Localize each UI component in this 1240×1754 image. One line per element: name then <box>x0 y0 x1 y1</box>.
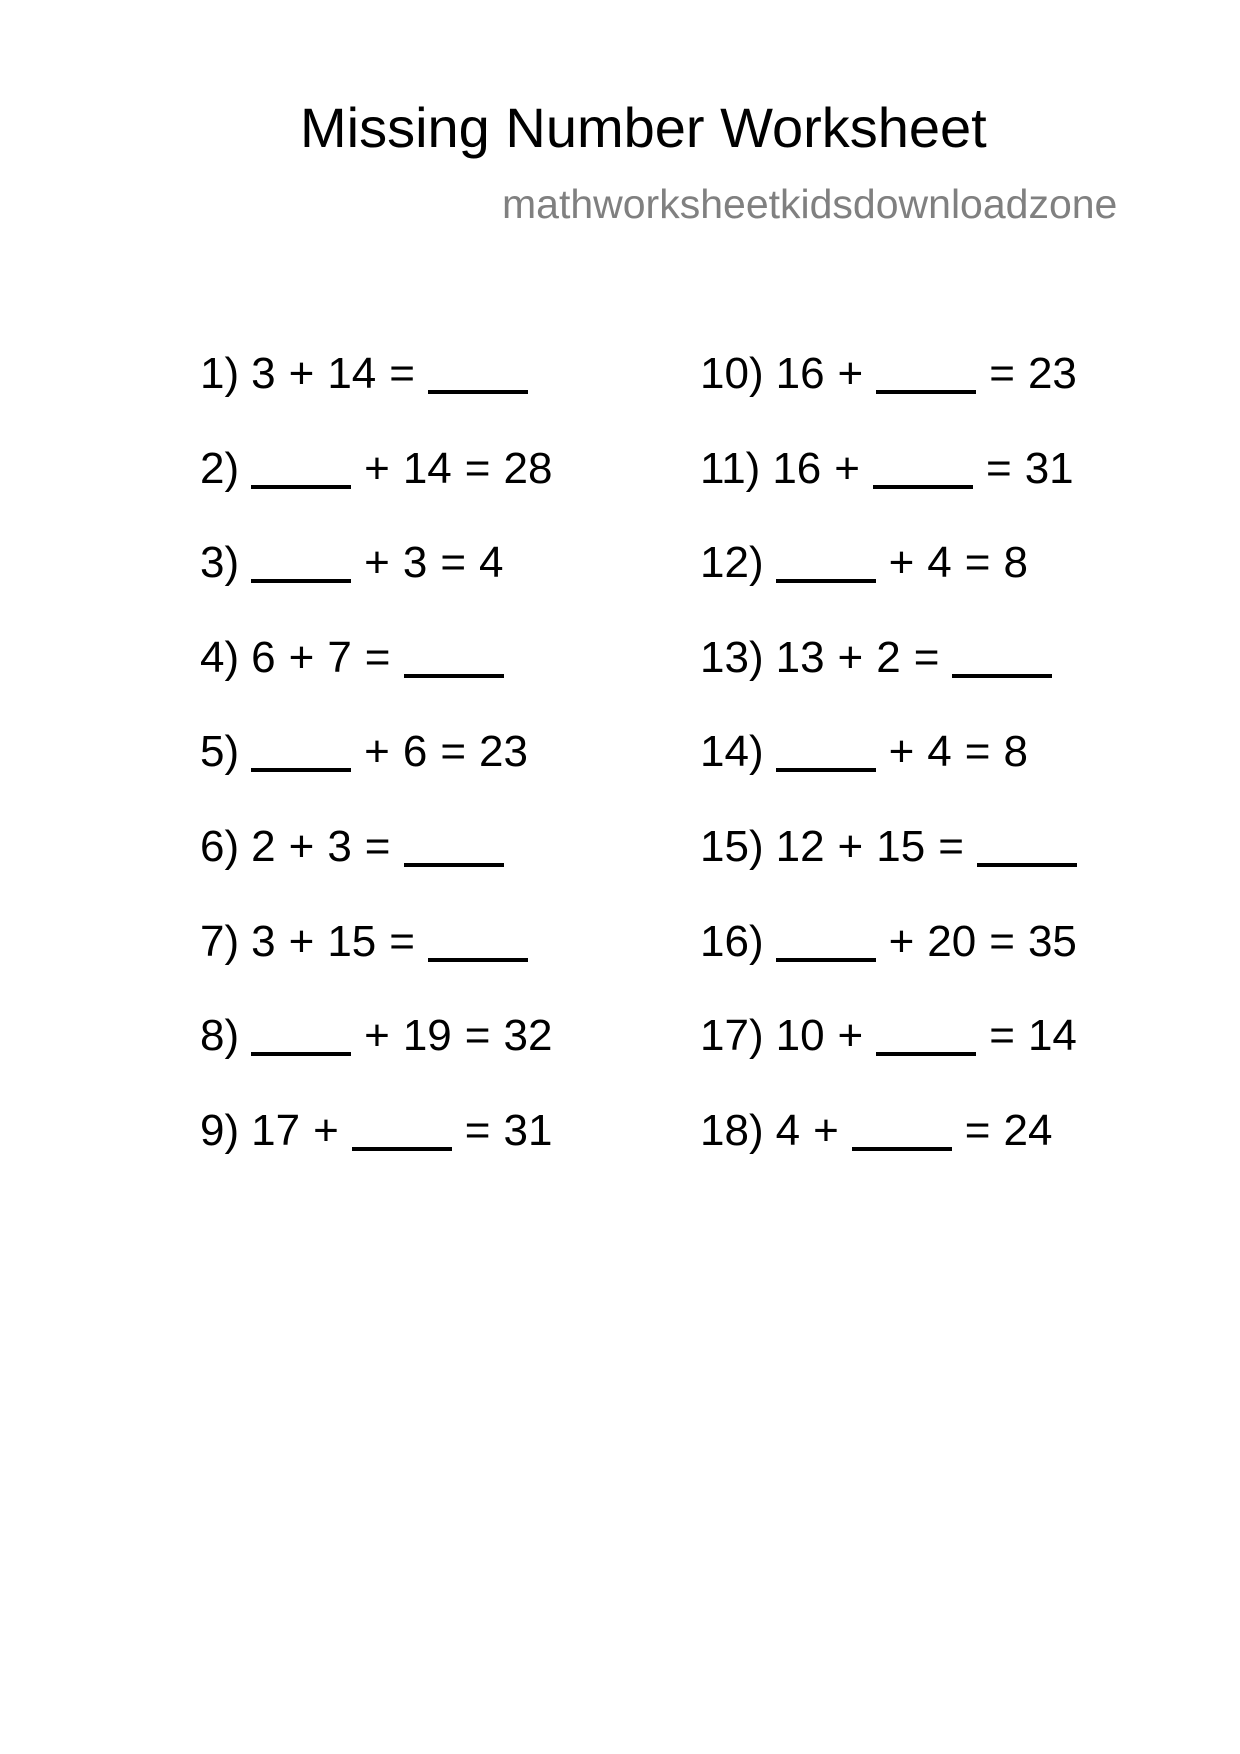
operand: 16 <box>772 443 822 493</box>
answer-blank[interactable] <box>404 674 504 678</box>
equals-sign: = <box>364 632 391 682</box>
operand: 14 <box>402 443 452 493</box>
answer-blank[interactable] <box>776 579 876 583</box>
plus-operator: + <box>888 916 915 966</box>
operand: 7 <box>327 632 352 682</box>
operand: 2 <box>251 822 276 871</box>
equals-sign: = <box>964 727 991 777</box>
operand: 15 <box>876 822 926 871</box>
plus-operator: + <box>888 727 915 777</box>
problem-number: 5) <box>200 727 240 777</box>
problem-number: 18) <box>700 1105 764 1155</box>
problem-item <box>200 443 552 495</box>
operand: 13 <box>775 632 825 682</box>
operand: 3 <box>251 349 276 398</box>
equals-sign: = <box>440 727 467 777</box>
operand: 4 <box>479 538 504 588</box>
answer-blank[interactable] <box>251 579 351 583</box>
operand: 23 <box>479 727 528 777</box>
problem-item <box>200 348 528 400</box>
answer-blank[interactable] <box>876 390 976 394</box>
equals-sign: = <box>989 1011 1015 1061</box>
problem-number: 3) <box>200 538 240 588</box>
problem-number: 15) <box>700 822 764 871</box>
problem-number: 6) <box>200 822 240 871</box>
equals-sign: = <box>464 443 491 493</box>
equals-sign: = <box>389 349 415 398</box>
problem-number: 11) <box>700 443 761 493</box>
problem-item <box>200 726 528 778</box>
problem-item <box>700 726 1028 778</box>
plus-operator: + <box>288 822 315 871</box>
operand: 4 <box>927 538 952 588</box>
answer-blank[interactable] <box>404 863 504 867</box>
operand: 14 <box>327 349 377 398</box>
problem-item <box>200 537 504 589</box>
answer-blank[interactable] <box>428 390 528 394</box>
plus-operator: + <box>364 538 390 588</box>
plus-operator: + <box>837 1011 864 1061</box>
plus-operator: + <box>288 632 315 682</box>
operand: 20 <box>927 916 977 966</box>
answer-blank[interactable] <box>776 958 876 962</box>
operand: 8 <box>1003 727 1028 777</box>
operand: 24 <box>1003 1105 1053 1155</box>
plus-operator: + <box>834 443 860 493</box>
problem-number: 7) <box>200 916 240 966</box>
plus-operator: + <box>288 349 315 398</box>
plus-operator: + <box>364 727 390 777</box>
equals-sign: = <box>964 1105 991 1155</box>
equals-sign: = <box>464 1011 491 1061</box>
problem-item <box>700 916 1077 968</box>
operand: 12 <box>775 822 825 871</box>
operand: 8 <box>1003 538 1028 588</box>
operand: 3 <box>327 822 352 871</box>
operand: 4 <box>775 1105 801 1155</box>
operand: 15 <box>327 916 377 966</box>
equals-sign: = <box>389 916 415 966</box>
answer-blank[interactable] <box>852 1147 952 1151</box>
plus-operator: + <box>364 1011 390 1061</box>
operand: 3 <box>402 538 428 588</box>
plus-operator: + <box>364 443 390 493</box>
problem-number: 17) <box>700 1011 764 1061</box>
problem-number: 2) <box>200 443 240 493</box>
problem-item <box>700 537 1028 589</box>
plus-operator: + <box>313 1105 339 1155</box>
plus-operator: + <box>837 822 864 871</box>
plus-operator: + <box>888 538 915 588</box>
problem-number: 1) <box>200 349 240 398</box>
plus-operator: + <box>813 1105 839 1155</box>
equals-sign: = <box>464 1105 491 1155</box>
equals-sign: = <box>989 349 1015 398</box>
problem-item <box>700 443 1074 495</box>
answer-blank[interactable] <box>876 1052 976 1056</box>
problem-number: 12) <box>700 538 764 588</box>
answer-blank[interactable] <box>952 674 1052 678</box>
problem-item <box>200 916 528 968</box>
plus-operator: + <box>288 916 315 966</box>
operand: 4 <box>927 727 952 777</box>
operand: 16 <box>775 349 825 398</box>
operand: 6 <box>251 632 276 682</box>
problem-item <box>700 1105 1052 1157</box>
problem-number: 13) <box>700 632 764 682</box>
problem-item <box>700 821 1077 873</box>
problem-item <box>700 632 1052 684</box>
operand: 14 <box>1027 1011 1077 1061</box>
answer-blank[interactable] <box>251 485 351 489</box>
problem-item <box>200 632 504 684</box>
problem-number: 10) <box>700 349 764 398</box>
problem-item <box>200 1105 552 1157</box>
equals-sign: = <box>938 822 964 871</box>
problem-item <box>200 821 504 873</box>
operand: 31 <box>503 1105 553 1155</box>
page-title: Missing Number Worksheet <box>300 96 987 159</box>
problem-item <box>200 1010 552 1062</box>
plus-operator: + <box>837 349 864 398</box>
problem-number: 16) <box>700 916 764 966</box>
operand: 2 <box>876 632 901 682</box>
answer-blank[interactable] <box>977 863 1077 867</box>
operand: 32 <box>503 1011 553 1061</box>
problem-item <box>700 1010 1077 1062</box>
operand: 31 <box>1024 443 1074 493</box>
answer-blank[interactable] <box>428 958 528 962</box>
operand: 10 <box>775 1011 825 1061</box>
equals-sign: = <box>364 822 391 871</box>
equals-sign: = <box>985 443 1012 493</box>
problem-number: 14) <box>700 727 764 777</box>
equals-sign: = <box>913 632 940 682</box>
operand: 35 <box>1027 916 1077 966</box>
problem-item <box>700 348 1077 400</box>
operand: 23 <box>1027 349 1077 398</box>
operand: 17 <box>251 1105 301 1155</box>
operand: 28 <box>503 443 553 493</box>
answer-blank[interactable] <box>352 1147 452 1151</box>
answer-blank[interactable] <box>776 768 876 772</box>
answer-blank[interactable] <box>251 1052 351 1056</box>
operand: 6 <box>402 727 428 777</box>
operand: 3 <box>251 916 276 966</box>
answer-blank[interactable] <box>873 485 973 489</box>
problem-number: 4) <box>200 632 240 682</box>
equals-sign: = <box>989 916 1015 966</box>
equals-sign: = <box>440 538 467 588</box>
plus-operator: + <box>837 632 864 682</box>
answer-blank[interactable] <box>251 768 351 772</box>
site-watermark: mathworksheetkidsdownloadzone <box>502 181 1118 227</box>
equals-sign: = <box>964 538 991 588</box>
problem-number: 9) <box>200 1105 240 1155</box>
problem-number: 8) <box>200 1011 240 1061</box>
operand: 19 <box>402 1011 452 1061</box>
